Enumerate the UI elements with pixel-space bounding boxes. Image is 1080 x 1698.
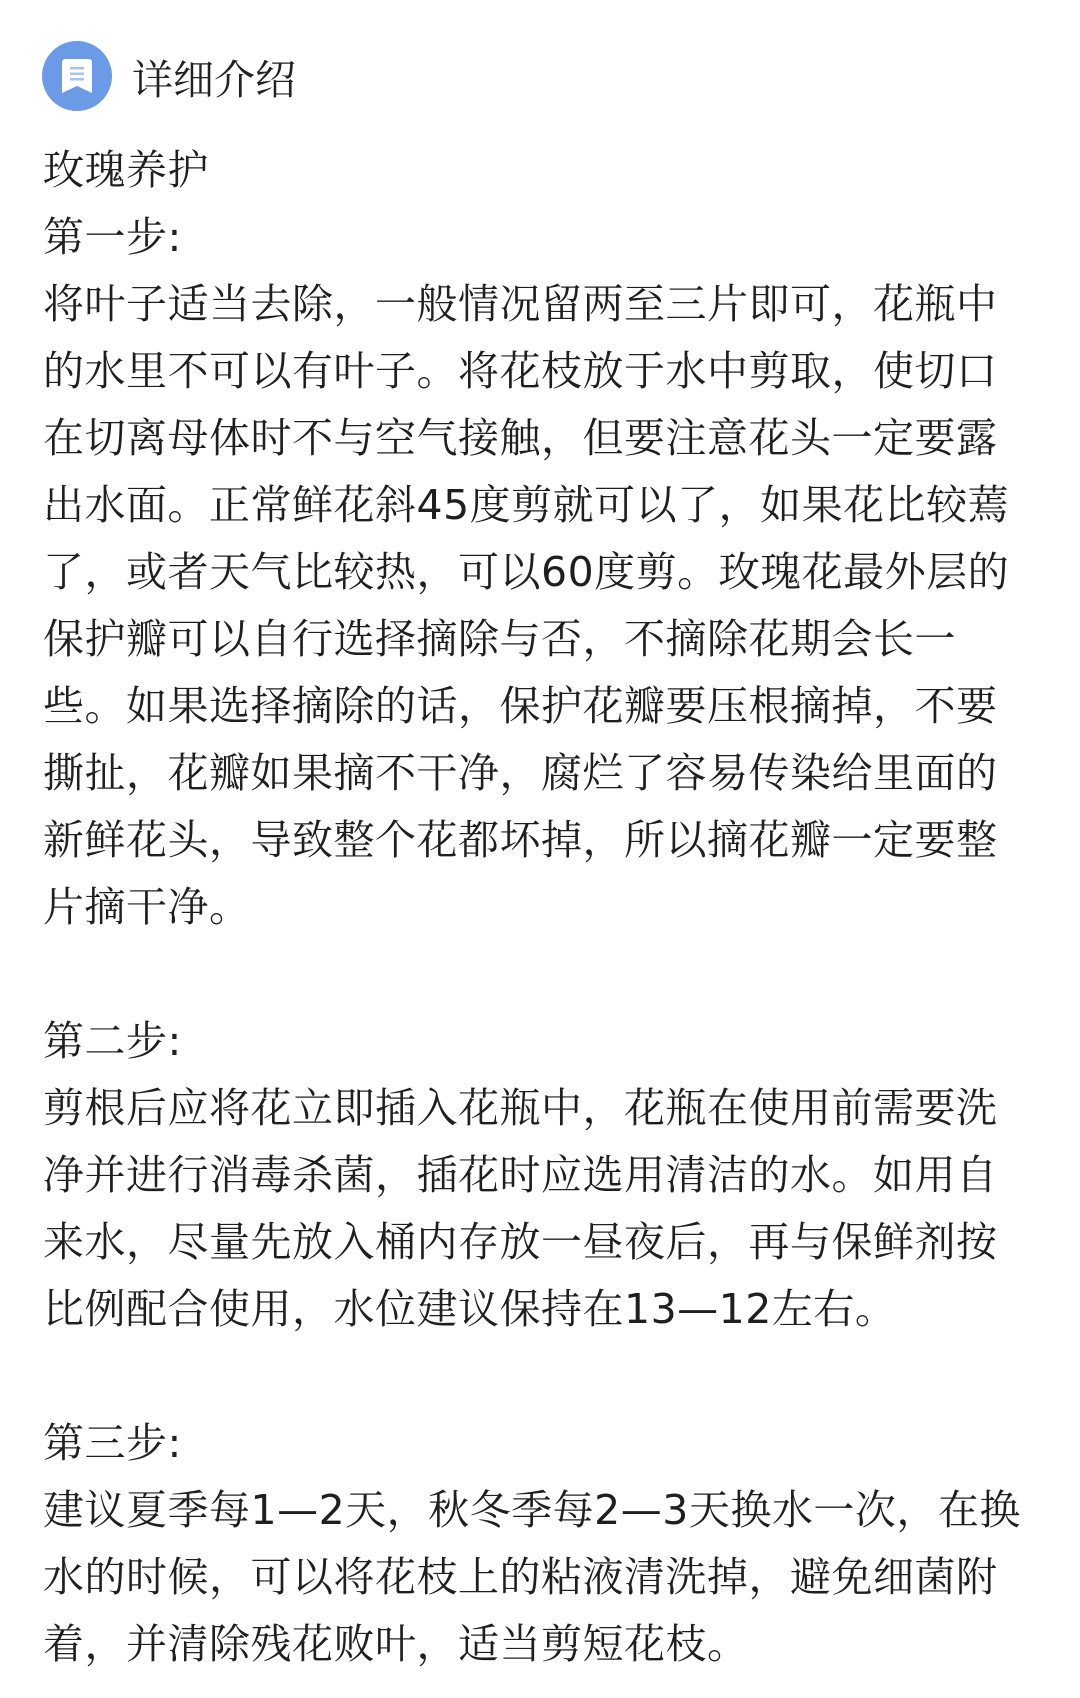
step-text-line: 出水面。正常鲜花斜45度剪就可以了，如果花比较蔫	[43, 481, 1010, 529]
step-text-line: 保护瓣可以自行选择摘除与否，不摘除花期会长一	[43, 615, 956, 663]
step-text-line: 着，并清除残花败叶，适当剪短花枝。	[43, 1620, 749, 1668]
article-body	[43, 137, 1063, 1678]
section-header	[42, 40, 296, 112]
spacer	[43, 1343, 1063, 1410]
step-text-line: 新鲜花头，导致整个花都坏掉，所以摘花瓣一定要整	[43, 816, 998, 864]
step-text-line: 撕扯，花瓣如果摘不干净，腐烂了容易传染给里面的	[43, 749, 998, 797]
step-text-line: 的水里不可以有叶子。将花枝放于水中剪取，使切口	[43, 347, 998, 395]
step-text-line: 建议夏季每1—2天，秋冬季每2—3天换水一次，在换	[43, 1486, 1021, 1534]
step-text-line: 净并进行消毒杀菌，插花时应选用清洁的水。如用自	[43, 1151, 998, 1199]
step-text-line: 水的时候，可以将花枝上的粘液清洗掉，避免细菌附	[43, 1553, 998, 1601]
spacer	[43, 941, 1063, 1008]
step-heading: 第一步:	[43, 213, 182, 261]
step-text-line: 剪根后应将花立即插入花瓶中，花瓶在使用前需要洗	[43, 1084, 998, 1132]
step-text-line: 片摘干净。	[43, 883, 251, 931]
section-title: 详细介绍	[132, 55, 296, 104]
step-text-line: 将叶子适当去除，一般情况留两至三片即可，花瓶中	[43, 280, 998, 328]
document-bookmark-icon	[42, 41, 112, 111]
article-title: 玫瑰养护	[43, 146, 209, 194]
step-text-line: 了，或者天气比较热，可以60度剪。玫瑰花最外层的	[43, 548, 1010, 596]
step-heading: 第三步:	[43, 1419, 182, 1467]
step-text-line: 在切离母体时不与空气接触，但要注意花头一定要露	[43, 414, 998, 462]
step-heading: 第二步:	[43, 1017, 182, 1065]
step-text-line: 来水，尽量先放入桶内存放一昼夜后，再与保鲜剂按	[43, 1218, 998, 1266]
step-text-line: 比例配合使用，水位建议保持在13—12左右。	[43, 1285, 897, 1333]
step-text-line: 些。如果选择摘除的话，保护花瓣要压根摘掉，不要	[43, 682, 998, 730]
